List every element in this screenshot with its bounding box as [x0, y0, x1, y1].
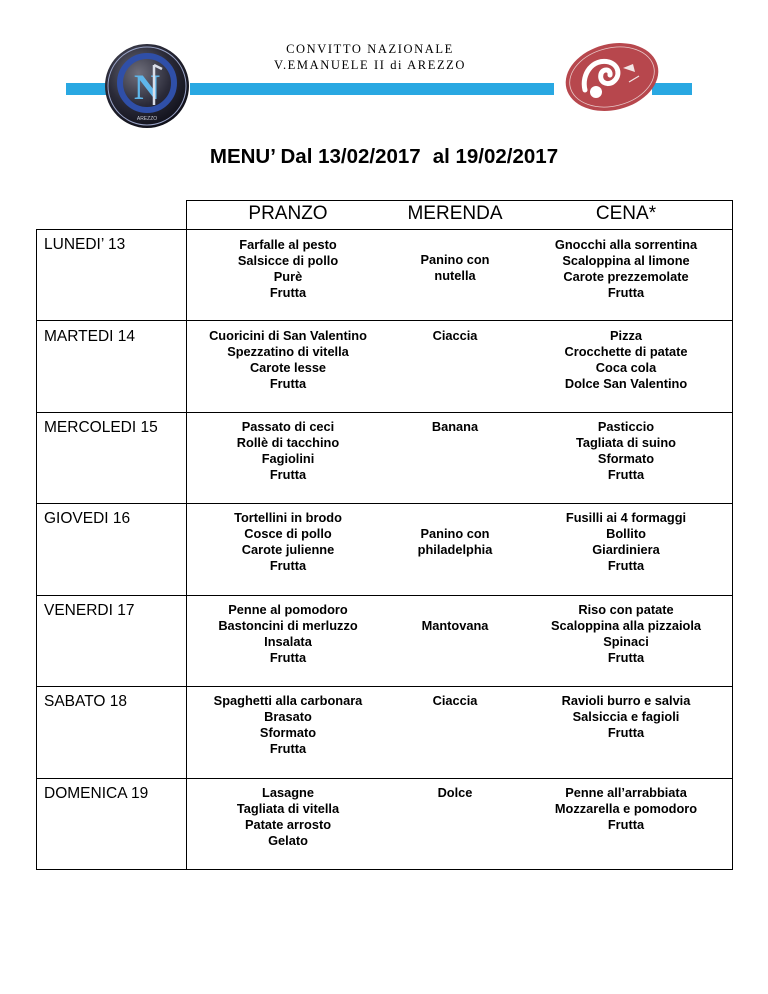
- dish: Ciaccia: [432, 328, 478, 343]
- dish: Dolce San Valentino: [564, 376, 688, 391]
- row-separator: [36, 412, 733, 413]
- day-label: LUNEDI’ 13: [44, 236, 126, 253]
- dish: Sformato: [259, 725, 317, 740]
- day-label: MARTEDI 14: [44, 328, 136, 345]
- dish: Mozzarella e pomodoro: [554, 801, 698, 816]
- dish: Spezzatino di vitella: [227, 344, 349, 359]
- dish: Dolce: [437, 785, 473, 800]
- dish: Passato di ceci: [241, 419, 335, 434]
- pranzo-cell: [186, 693, 390, 757]
- dish: Panino con: [420, 252, 490, 267]
- dish: Tagliata di suino: [575, 435, 676, 450]
- dish: Spinaci: [603, 634, 649, 649]
- dish: Giardiniera: [592, 542, 660, 557]
- dish: Salsicce di pollo: [237, 253, 339, 268]
- dish: Fagiolini: [261, 451, 315, 466]
- row-separator: [36, 503, 733, 504]
- dish: Tortellini in brodo: [234, 510, 342, 525]
- dish: Scaloppina al limone: [562, 253, 690, 268]
- dish: Panino con: [420, 526, 490, 541]
- dish: Ciaccia: [432, 693, 478, 708]
- dish: Ravioli burro e salvia: [561, 693, 691, 708]
- pranzo-cell: [186, 602, 390, 666]
- day-label: MERCOLEDI 15: [44, 419, 158, 436]
- dish: Frutta: [269, 467, 307, 482]
- cena-cell: [520, 419, 732, 483]
- dish: Spaghetti alla carbonara: [213, 693, 363, 708]
- dish: nutella: [434, 268, 476, 283]
- column-header-pranzo: PRANZO: [248, 203, 328, 224]
- dish: Salsiccia e fagioli: [572, 709, 680, 724]
- dish: philadelphia: [417, 542, 493, 557]
- pranzo-cell: [186, 328, 390, 392]
- dish: Frutta: [607, 650, 645, 665]
- menu-title: [0, 145, 768, 169]
- merenda-cell: [390, 419, 520, 435]
- table-border-top: [36, 229, 733, 230]
- cena-cell: [520, 237, 732, 301]
- pranzo-cell: [186, 419, 390, 483]
- dish: Purè: [273, 269, 303, 284]
- dish: Lasagne: [262, 785, 314, 800]
- dish: Rollè di tacchino: [236, 435, 340, 450]
- dish: Patate arrosto: [244, 817, 332, 832]
- dish: Carote lesse: [249, 360, 327, 375]
- dish: Tagliata di vitella: [236, 801, 340, 816]
- dish: Bollito: [606, 526, 646, 541]
- day-label: DOMENICA 19: [44, 785, 149, 802]
- school-name-line-1: CONVITTO NAZIONALE: [286, 42, 454, 56]
- pranzo-cell: [186, 510, 390, 574]
- dish: Frutta: [607, 725, 645, 740]
- dish: Cuoricini di San Valentino: [209, 328, 367, 343]
- dish: Frutta: [269, 558, 307, 573]
- day-label: VENERDI 17: [44, 602, 135, 619]
- svg-text:N: N: [134, 67, 160, 107]
- dish: Frutta: [269, 376, 307, 391]
- dish: Brasato: [264, 709, 312, 724]
- dish: Gnocchi alla sorrentina: [554, 237, 698, 252]
- cena-cell: [520, 785, 732, 833]
- school-logo: [104, 43, 190, 129]
- merenda-cell: [390, 526, 520, 558]
- dish: Carote prezzemolate: [563, 269, 689, 284]
- dish: Sformato: [597, 451, 655, 466]
- dish: Frutta: [269, 650, 307, 665]
- menu-title-dates-to: al 19/02/2017: [432, 145, 559, 168]
- merenda-cell: [390, 328, 520, 344]
- dish: Scaloppina alla pizzaiola: [550, 618, 702, 633]
- dish: Cosce di pollo: [244, 526, 332, 541]
- row-separator: [36, 778, 733, 779]
- svg-text:AREZZO: AREZZO: [136, 116, 158, 122]
- row-separator: [36, 686, 733, 687]
- day-label: SABATO 18: [44, 693, 127, 710]
- merenda-cell: [390, 618, 520, 634]
- dish: Banana: [431, 419, 479, 434]
- pranzo-cell: [186, 237, 390, 301]
- cena-cell: [520, 328, 732, 392]
- dish: Frutta: [607, 285, 645, 300]
- menu-title-dates-from: MENU’ Dal 13/02/2017: [209, 145, 421, 168]
- dish: Penne all’arrabbiata: [565, 785, 687, 800]
- merenda-cell: [390, 252, 520, 284]
- column-header-merenda: MERENDA: [407, 203, 503, 224]
- dish: Gelato: [268, 833, 308, 848]
- dish: Mantovana: [421, 618, 489, 633]
- dish: Carote julienne: [241, 542, 335, 557]
- column-header-cena: CENA*: [595, 203, 657, 224]
- pranzo-cell: [186, 785, 390, 849]
- dish: Pasticcio: [597, 419, 655, 434]
- header-stripe-center: [190, 83, 554, 95]
- dish: Frutta: [269, 285, 307, 300]
- dish: Frutta: [269, 741, 307, 756]
- dish: Farfalle al pesto: [239, 237, 337, 252]
- cena-cell: [520, 602, 732, 666]
- day-label: GIOVEDI 16: [44, 510, 131, 527]
- table-border-bottom: [36, 869, 733, 870]
- dish: Pizza: [609, 328, 642, 343]
- dish: Fusilli ai 4 formaggi: [565, 510, 687, 525]
- table-border-left: [36, 229, 37, 869]
- school-name: [200, 41, 540, 73]
- dish: Frutta: [607, 467, 645, 482]
- cena-cell: [520, 510, 732, 574]
- dish: Insalata: [264, 634, 312, 649]
- dish: Crocchette di patate: [564, 344, 688, 359]
- dish: Frutta: [607, 817, 645, 832]
- row-separator: [36, 320, 733, 321]
- row-separator: [36, 595, 733, 596]
- dish: Bastoncini di merluzzo: [218, 618, 358, 633]
- merenda-cell: [390, 785, 520, 801]
- dish: Coca cola: [595, 360, 657, 375]
- dish: Penne al pomodoro: [228, 602, 348, 617]
- dish: Riso con patate: [578, 602, 674, 617]
- school-name-line-2: V.EMANUELE II di AREZZO: [273, 58, 467, 72]
- table-border-right: [732, 200, 733, 869]
- dish: Frutta: [607, 558, 645, 573]
- institute-logo: [563, 38, 661, 112]
- cena-cell: [520, 693, 732, 741]
- merenda-cell: [390, 693, 520, 709]
